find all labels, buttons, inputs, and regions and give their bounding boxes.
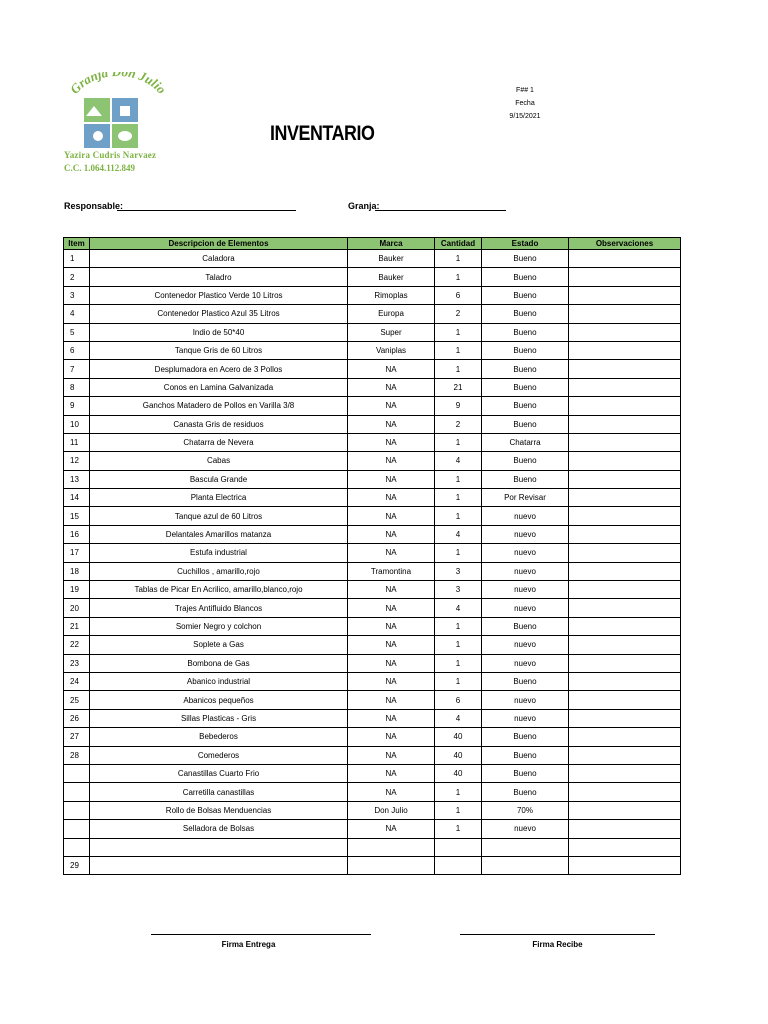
quantity-cell: 2 xyxy=(435,305,482,323)
brand-cell: Europa xyxy=(348,305,435,323)
item-cell: 13 xyxy=(64,470,90,488)
table-row xyxy=(64,341,681,359)
description-cell: Bascula Grande xyxy=(90,470,348,488)
description-cell: Somier Negro y colchon xyxy=(90,617,348,635)
item-cell xyxy=(64,764,90,782)
column-header: Marca xyxy=(348,238,435,250)
table-row xyxy=(64,397,681,415)
item-cell: 26 xyxy=(64,709,90,727)
table-row xyxy=(64,617,681,635)
item-cell: 21 xyxy=(64,617,90,635)
description-cell: Canastillas Cuarto Frio xyxy=(90,764,348,782)
brand-cell: NA xyxy=(348,360,435,378)
brand-cell: NA xyxy=(348,672,435,690)
description-cell: Tanque Gris de 60 Litros xyxy=(90,341,348,359)
description-cell: Contenedor Plastico Azul 35 Litros xyxy=(90,305,348,323)
description-cell: Indio de 50*40 xyxy=(90,323,348,341)
item-cell: 27 xyxy=(64,728,90,746)
description-cell: Bombona de Gas xyxy=(90,654,348,672)
signature-line-entrega xyxy=(151,934,371,935)
column-header: Observaciones xyxy=(569,238,681,250)
table-row xyxy=(64,452,681,470)
quantity-cell: 21 xyxy=(435,378,482,396)
observations-cell xyxy=(569,507,681,525)
quantity-cell: 1 xyxy=(435,433,482,451)
description-cell: Estufa industrial xyxy=(90,544,348,562)
quantity-cell: 1 xyxy=(435,250,482,268)
observations-cell xyxy=(569,360,681,378)
table-row xyxy=(64,838,681,856)
status-cell: nuevo xyxy=(482,581,569,599)
brand-cell: NA xyxy=(348,507,435,525)
responsable-field xyxy=(117,210,296,211)
column-header: Descripcion de Elementos xyxy=(90,238,348,250)
quantity-cell: 3 xyxy=(435,581,482,599)
description-cell xyxy=(90,838,348,856)
description-cell: Delantales Amarillos matanza xyxy=(90,525,348,543)
status-cell: Bueno xyxy=(482,268,569,286)
table-row xyxy=(64,672,681,690)
brand-cell: NA xyxy=(348,654,435,672)
quantity-cell: 40 xyxy=(435,728,482,746)
brand-cell: NA xyxy=(348,636,435,654)
table-row xyxy=(64,323,681,341)
logo-emblem-icon xyxy=(58,72,178,152)
description-cell: Desplumadora en Acero de 3 Pollos xyxy=(90,360,348,378)
status-cell: Bueno xyxy=(482,360,569,378)
description-cell: Canasta Gris de residuos xyxy=(90,415,348,433)
brand-cell: NA xyxy=(348,378,435,396)
responsable-label: Responsable: xyxy=(64,201,124,211)
observations-cell xyxy=(569,581,681,599)
brand-cell: NA xyxy=(348,433,435,451)
status-cell: nuevo xyxy=(482,562,569,580)
item-cell: 17 xyxy=(64,544,90,562)
description-cell: Taladro xyxy=(90,268,348,286)
brand-cell: NA xyxy=(348,764,435,782)
status-cell: Bueno xyxy=(482,341,569,359)
item-cell: 11 xyxy=(64,433,90,451)
date-value: 9/15/2021 xyxy=(509,113,541,120)
brand-cell: NA xyxy=(348,820,435,838)
brand-cell: Tramontina xyxy=(348,562,435,580)
quantity-cell: 1 xyxy=(435,617,482,635)
observations-cell xyxy=(569,746,681,764)
description-cell: Abanico industrial xyxy=(90,672,348,690)
column-header: Item xyxy=(64,238,90,250)
owner-name: Yazira Cudris Narvaez xyxy=(64,150,157,160)
brand-cell: Bauker xyxy=(348,268,435,286)
table-row xyxy=(64,525,681,543)
logo-title: Granja n Julio xyxy=(66,72,170,97)
status-cell: nuevo xyxy=(482,525,569,543)
column-header: Estado xyxy=(482,238,569,250)
observations-cell xyxy=(569,654,681,672)
table-row xyxy=(64,507,681,525)
observations-cell xyxy=(569,341,681,359)
quantity-cell: 1 xyxy=(435,783,482,801)
brand-cell: NA xyxy=(348,452,435,470)
quantity-cell: 1 xyxy=(435,323,482,341)
brand-cell xyxy=(348,838,435,856)
observations-cell xyxy=(569,709,681,727)
table-row xyxy=(64,470,681,488)
status-cell: nuevo xyxy=(482,709,569,727)
status-cell xyxy=(482,838,569,856)
status-cell: Bueno xyxy=(482,415,569,433)
description-cell xyxy=(90,856,348,874)
page-title: INVENTARIO xyxy=(270,122,375,145)
status-cell: Chatarra xyxy=(482,433,569,451)
owner-id: C.C. 1.064.112.849 xyxy=(64,163,136,173)
description-cell: Cuchillos , amarillo,rojo xyxy=(90,562,348,580)
description-cell: Ganchos Matadero de Pollos en Varilla 3/8 xyxy=(90,397,348,415)
quantity-cell: 1 xyxy=(435,489,482,507)
status-cell: nuevo xyxy=(482,544,569,562)
description-cell: Tablas de Picar En Acrilico, amarillo,blanco,rojo xyxy=(90,581,348,599)
item-cell: 4 xyxy=(64,305,90,323)
table-row xyxy=(64,415,681,433)
description-cell: Planta Electrica xyxy=(90,489,348,507)
table-row xyxy=(64,544,681,562)
item-cell: 29 xyxy=(64,856,90,874)
description-cell: Tanque azul de 60 Litros xyxy=(90,507,348,525)
status-cell: Bueno xyxy=(482,378,569,396)
observations-cell xyxy=(569,286,681,304)
description-cell: Caladora xyxy=(90,250,348,268)
observations-cell xyxy=(569,599,681,617)
status-cell: 70% xyxy=(482,801,569,819)
brand-cell: NA xyxy=(348,489,435,507)
item-cell: 15 xyxy=(64,507,90,525)
quantity-cell: 6 xyxy=(435,691,482,709)
item-cell: 19 xyxy=(64,581,90,599)
description-cell: Rollo de Bolsas Menduencias xyxy=(90,801,348,819)
table-row xyxy=(64,360,681,378)
observations-cell xyxy=(569,672,681,690)
item-cell: 8 xyxy=(64,378,90,396)
status-cell: Bueno xyxy=(482,783,569,801)
quantity-cell: 3 xyxy=(435,562,482,580)
quantity-cell: 1 xyxy=(435,507,482,525)
description-cell: Chatarra de Nevera xyxy=(90,433,348,451)
description-cell: Conos en Lamina Galvanizada xyxy=(90,378,348,396)
status-cell xyxy=(482,856,569,874)
status-cell: Bueno xyxy=(482,250,569,268)
brand-cell: NA xyxy=(348,691,435,709)
description-cell: Carretilla canastillas xyxy=(90,783,348,801)
observations-cell xyxy=(569,617,681,635)
quantity-cell: 40 xyxy=(435,746,482,764)
brand-cell: NA xyxy=(348,525,435,543)
observations-cell xyxy=(569,856,681,874)
table-row xyxy=(64,746,681,764)
quantity-cell: 1 xyxy=(435,544,482,562)
quantity-cell: 1 xyxy=(435,801,482,819)
brand-cell: NA xyxy=(348,746,435,764)
svg-text:Granja Don Julio xyxy=(67,72,170,97)
status-cell: nuevo xyxy=(482,599,569,617)
status-cell: Bueno xyxy=(482,470,569,488)
brand-cell: NA xyxy=(348,599,435,617)
description-cell: Selladora de Bolsas xyxy=(90,820,348,838)
quantity-cell xyxy=(435,838,482,856)
table-row xyxy=(64,562,681,580)
quantity-cell: 4 xyxy=(435,452,482,470)
description-cell: Sillas Plasticas - Gris xyxy=(90,709,348,727)
signature-label-entrega: Firma Entrega xyxy=(221,940,276,949)
description-cell: Abanicos pequeños xyxy=(90,691,348,709)
observations-cell xyxy=(569,764,681,782)
observations-cell xyxy=(569,562,681,580)
observations-cell xyxy=(569,636,681,654)
table-row xyxy=(64,709,681,727)
item-cell xyxy=(64,838,90,856)
observations-cell xyxy=(569,305,681,323)
granja-field xyxy=(375,210,506,211)
table-row xyxy=(64,286,681,304)
signature-line-recibe xyxy=(460,934,655,935)
quantity-cell: 1 xyxy=(435,636,482,654)
quantity-cell: 6 xyxy=(435,286,482,304)
status-cell: Bueno xyxy=(482,397,569,415)
brand-cell: NA xyxy=(348,783,435,801)
quantity-cell: 2 xyxy=(435,415,482,433)
item-cell: 16 xyxy=(64,525,90,543)
status-cell: nuevo xyxy=(482,636,569,654)
item-cell: 24 xyxy=(64,672,90,690)
observations-cell xyxy=(569,525,681,543)
table-row xyxy=(64,268,681,286)
quantity-cell: 40 xyxy=(435,764,482,782)
brand-cell: NA xyxy=(348,617,435,635)
description-cell: Comederos xyxy=(90,746,348,764)
quantity-cell: 9 xyxy=(435,397,482,415)
granja-label: Granja: xyxy=(348,201,380,211)
item-cell: 2 xyxy=(64,268,90,286)
quantity-cell xyxy=(435,856,482,874)
table-row xyxy=(64,801,681,819)
item-cell xyxy=(64,820,90,838)
status-cell: nuevo xyxy=(482,507,569,525)
description-cell: Cabas xyxy=(90,452,348,470)
observations-cell xyxy=(569,783,681,801)
table-row xyxy=(64,581,681,599)
quantity-cell: 1 xyxy=(435,268,482,286)
table-row xyxy=(64,599,681,617)
item-cell: 5 xyxy=(64,323,90,341)
observations-cell xyxy=(569,452,681,470)
table-row xyxy=(64,433,681,451)
observations-cell xyxy=(569,691,681,709)
brand-cell: Don Julio xyxy=(348,801,435,819)
item-cell xyxy=(64,801,90,819)
status-cell: Bueno xyxy=(482,672,569,690)
table-header-row xyxy=(64,238,681,250)
quantity-cell: 1 xyxy=(435,820,482,838)
description-cell: Soplete a Gas xyxy=(90,636,348,654)
column-header: Cantidad xyxy=(435,238,482,250)
item-cell: 14 xyxy=(64,489,90,507)
inventory-table xyxy=(63,237,681,875)
observations-cell xyxy=(569,250,681,268)
item-cell: 20 xyxy=(64,599,90,617)
description-cell: Bebederos xyxy=(90,728,348,746)
table-row xyxy=(64,305,681,323)
status-cell: Bueno xyxy=(482,764,569,782)
description-cell: Contenedor Plastico Verde 10 Litros xyxy=(90,286,348,304)
status-cell: Bueno xyxy=(482,728,569,746)
quantity-cell: 1 xyxy=(435,360,482,378)
table-row xyxy=(64,654,681,672)
brand-cell: NA xyxy=(348,728,435,746)
quantity-cell: 1 xyxy=(435,672,482,690)
status-cell: Por Revisar xyxy=(482,489,569,507)
table-row xyxy=(64,783,681,801)
status-cell: Bueno xyxy=(482,746,569,764)
observations-cell xyxy=(569,397,681,415)
item-cell: 22 xyxy=(64,636,90,654)
item-cell: 23 xyxy=(64,654,90,672)
table-row xyxy=(64,250,681,268)
table-row xyxy=(64,636,681,654)
observations-cell xyxy=(569,801,681,819)
item-cell: 12 xyxy=(64,452,90,470)
status-cell: Bueno xyxy=(482,452,569,470)
item-cell: 3 xyxy=(64,286,90,304)
item-cell: 25 xyxy=(64,691,90,709)
quantity-cell: 4 xyxy=(435,709,482,727)
table-row xyxy=(64,728,681,746)
quantity-cell: 4 xyxy=(435,525,482,543)
brand-cell: NA xyxy=(348,581,435,599)
brand-cell xyxy=(348,856,435,874)
brand-cell: Vaniplas xyxy=(348,341,435,359)
brand-cell: Rimoplas xyxy=(348,286,435,304)
item-cell: 7 xyxy=(64,360,90,378)
observations-cell xyxy=(569,489,681,507)
observations-cell xyxy=(569,268,681,286)
status-cell: Bueno xyxy=(482,305,569,323)
table-row xyxy=(64,489,681,507)
item-cell: 10 xyxy=(64,415,90,433)
observations-cell xyxy=(569,433,681,451)
table-row xyxy=(64,856,681,874)
brand-cell: NA xyxy=(348,709,435,727)
item-cell: 18 xyxy=(64,562,90,580)
brand-cell: Bauker xyxy=(348,250,435,268)
observations-cell xyxy=(569,544,681,562)
item-cell: 1 xyxy=(64,250,90,268)
item-cell: 9 xyxy=(64,397,90,415)
observations-cell xyxy=(569,323,681,341)
description-cell: Trajes Antifluido Blancos xyxy=(90,599,348,617)
quantity-cell: 1 xyxy=(435,654,482,672)
brand-cell: NA xyxy=(348,544,435,562)
item-cell: 28 xyxy=(64,746,90,764)
document-meta xyxy=(500,84,550,123)
table-row xyxy=(64,378,681,396)
observations-cell xyxy=(569,470,681,488)
date-label: Fecha xyxy=(515,100,535,107)
status-cell: Bueno xyxy=(482,617,569,635)
status-cell: Bueno xyxy=(482,323,569,341)
item-cell: 6 xyxy=(64,341,90,359)
table-row xyxy=(64,820,681,838)
signature-label-recibe: Firma Recibe xyxy=(532,940,583,949)
quantity-cell: 1 xyxy=(435,470,482,488)
observations-cell xyxy=(569,820,681,838)
brand-cell: NA xyxy=(348,470,435,488)
status-cell: nuevo xyxy=(482,654,569,672)
observations-cell xyxy=(569,728,681,746)
brand-cell: NA xyxy=(348,415,435,433)
file-code: F## 1 xyxy=(516,87,534,94)
quantity-cell: 1 xyxy=(435,341,482,359)
brand-cell: NA xyxy=(348,397,435,415)
observations-cell xyxy=(569,415,681,433)
status-cell: nuevo xyxy=(482,820,569,838)
table-row xyxy=(64,764,681,782)
quantity-cell: 4 xyxy=(435,599,482,617)
brand-cell: Super xyxy=(348,323,435,341)
status-cell: nuevo xyxy=(482,691,569,709)
observations-cell xyxy=(569,378,681,396)
item-cell xyxy=(64,783,90,801)
status-cell: Bueno xyxy=(482,286,569,304)
table-row xyxy=(64,691,681,709)
observations-cell xyxy=(569,838,681,856)
